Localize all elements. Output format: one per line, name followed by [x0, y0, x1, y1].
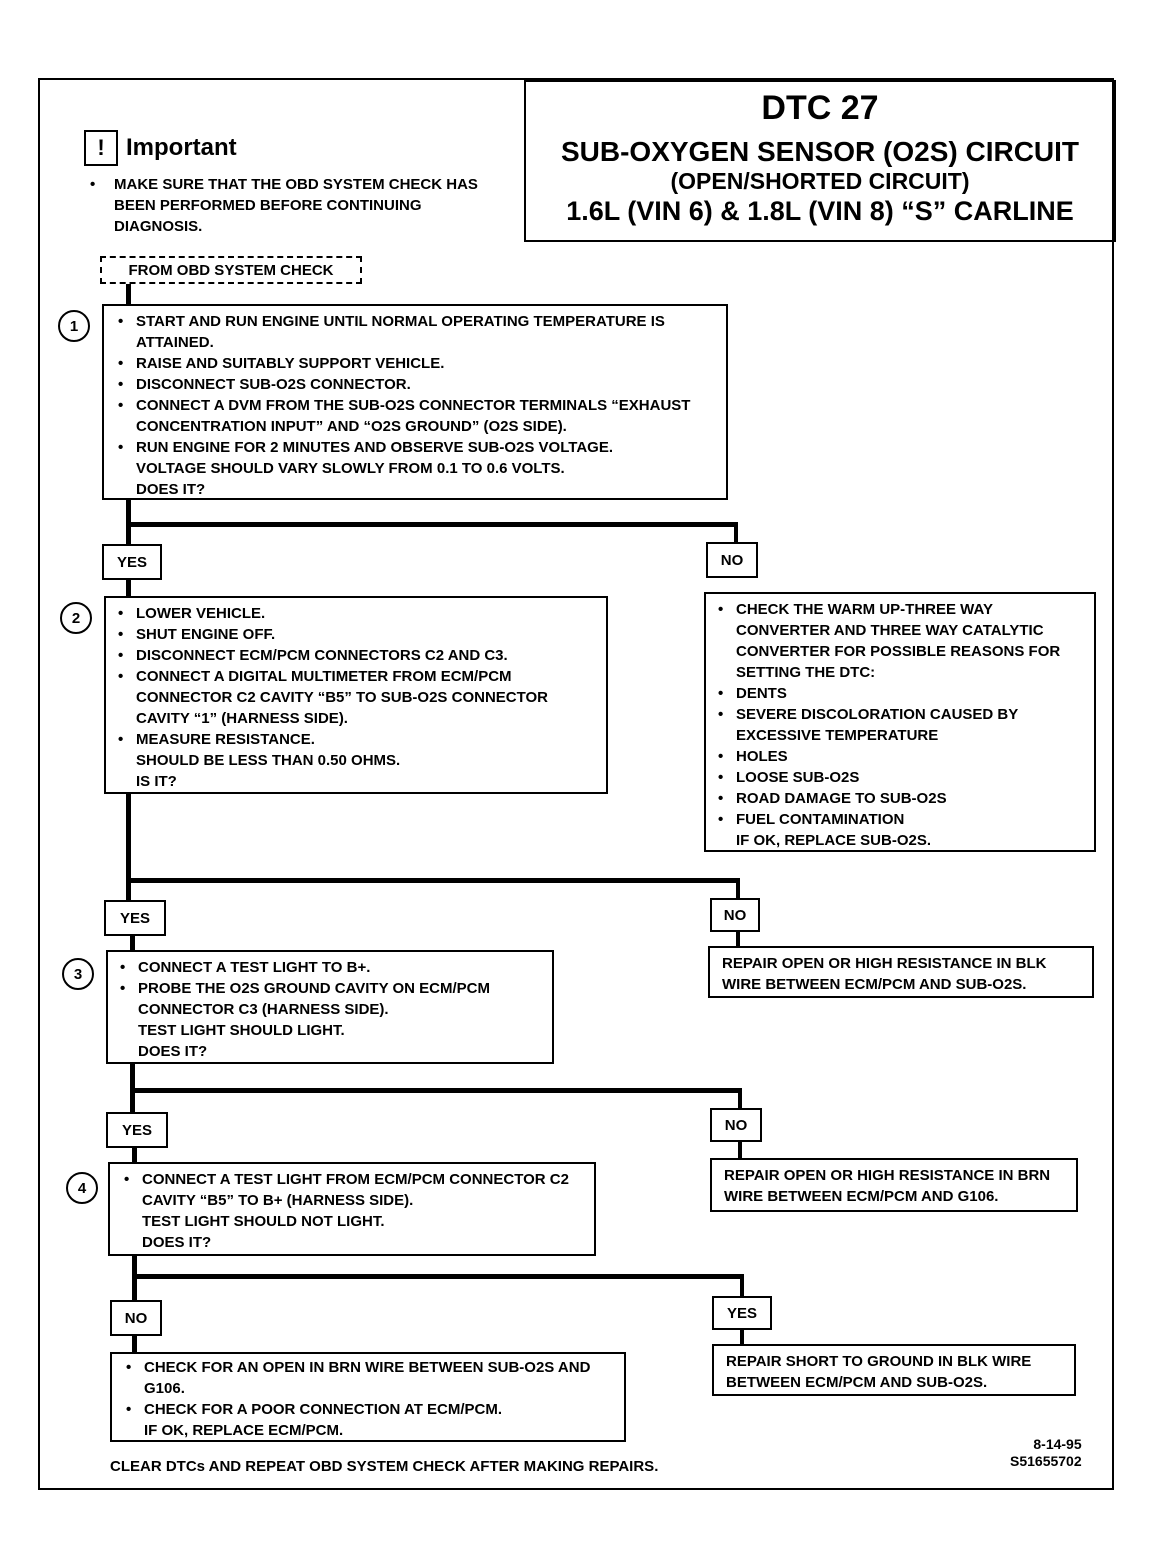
title-block	[524, 80, 1116, 242]
step-2-question: IS IT?	[136, 773, 177, 790]
step-2-bullet: • SHUT ENGINE OFF.	[112, 624, 600, 645]
outcome-bullet: • HOLES	[712, 746, 1088, 767]
step-4-bullet: • CONNECT A TEST LIGHT FROM ECM/PCM CONNECTOR C2 CAVITY “B5” TO B+ (HARNESS SIDE).	[118, 1169, 586, 1211]
dtc-code: DTC 27	[761, 89, 879, 127]
step-2-bullet: • CONNECT A DIGITAL MULTIMETER FROM ECM/PCM CONNECTOR C2 CAVITY “B5” TO SUB-O2S CONNECTOR CAVITY “1” (HARNESS SIDE).	[112, 666, 600, 729]
step-2-no-outcome	[708, 946, 1094, 998]
step-number: 4	[66, 1172, 98, 1204]
yes-label: YES	[712, 1296, 772, 1330]
step-number: 3	[62, 958, 94, 990]
yes-label: YES	[106, 1112, 168, 1148]
step-4-tail: TEST LIGHT SHOULD NOT LIGHT.	[142, 1213, 385, 1230]
no-label: NO	[710, 898, 760, 932]
step-1-tail: VOLTAGE SHOULD VARY SLOWLY FROM 0.1 TO 0.6 VOLTS.	[136, 460, 565, 477]
step-1-bullet: • RUN ENGINE FOR 2 MINUTES AND OBSERVE SUB-O2S VOLTAGE.	[112, 437, 718, 458]
step-4-no-outcome	[110, 1352, 626, 1442]
connector-line	[132, 1334, 137, 1354]
important-text: • MAKE SURE THAT THE OBD SYSTEM CHECK HAS BEEN PERFORMED BEFORE CONTINUING DIAGNOSIS.	[84, 174, 504, 237]
step-1-no-outcome	[704, 592, 1096, 852]
outcome-bullet: • CHECK FOR A POOR CONNECTION AT ECM/PCM.	[120, 1399, 616, 1420]
outcome-bullet: • SEVERE DISCOLORATION CAUSED BY EXCESSIVE TEMPERATURE	[712, 704, 1088, 746]
footer-note: CLEAR DTCs AND REPEAT OBD SYSTEM CHECK AFTER MAKING REPAIRS.	[110, 1458, 659, 1475]
outcome-text: REPAIR SHORT TO GROUND IN BLK WIRE BETWEEN ECM/PCM AND SUB-O2S.	[726, 1353, 1032, 1391]
step-3-bullet: • PROBE THE O2S GROUND CAVITY ON ECM/PCM CONNECTOR C3 (HARNESS SIDE).	[114, 978, 546, 1020]
revision-date: 8-14-95	[1033, 1436, 1082, 1452]
step-4-question: DOES IT?	[142, 1234, 212, 1251]
connector-line	[736, 878, 740, 900]
step-2-tail: SHOULD BE LESS THAN 0.50 OHMS.	[136, 752, 401, 769]
outcome-bullet: • FUEL CONTAMINATION	[712, 809, 1088, 830]
step-2-box	[104, 596, 608, 794]
step-4-box	[108, 1162, 596, 1256]
step-3-question: DOES IT?	[138, 1043, 208, 1060]
title-line3: 1.6L (VIN 6) & 1.8L (VIN 8) “S” CARLINE	[566, 196, 1074, 226]
outcome-bullet: • ROAD DAMAGE TO SUB-O2S	[712, 788, 1088, 809]
revision-info	[1010, 1436, 1082, 1470]
title-line2: (OPEN/SHORTED CIRCUIT)	[670, 168, 970, 194]
document-id: S51655702	[1010, 1453, 1082, 1469]
start-box: FROM OBD SYSTEM CHECK	[100, 256, 362, 284]
connector-line	[126, 792, 131, 902]
no-label: NO	[710, 1108, 762, 1142]
step-1-bullet: • START AND RUN ENGINE UNTIL NORMAL OPERATING TEMPERATURE IS ATTAINED.	[112, 311, 718, 353]
connector-line	[132, 1274, 744, 1279]
connector-line	[126, 284, 131, 306]
outcome-bullet: • DENTS	[712, 683, 1088, 704]
outcome-bullet: • LOOSE SUB-O2S	[712, 767, 1088, 788]
step-3-box	[106, 950, 554, 1064]
important-note	[84, 130, 504, 237]
step-1-bullet: • RAISE AND SUITABLY SUPPORT VEHICLE.	[112, 353, 718, 374]
outcome-text: REPAIR OPEN OR HIGH RESISTANCE IN BLK WIRE BETWEEN ECM/PCM AND SUB-O2S.	[722, 955, 1047, 993]
outcome-tail: IF OK, REPLACE SUB-O2S.	[736, 832, 932, 849]
outcome-bullet: • CHECK FOR AN OPEN IN BRN WIRE BETWEEN SUB-O2S AND G106.	[120, 1357, 616, 1399]
connector-line	[126, 578, 131, 598]
connector-line	[126, 878, 740, 883]
connector-line	[738, 1140, 742, 1160]
outcome-tail: IF OK, REPLACE ECM/PCM.	[144, 1422, 344, 1439]
exclamation-box-icon: !	[84, 130, 118, 166]
step-1-box	[102, 304, 728, 500]
important-title: Important	[126, 134, 237, 161]
connector-line	[126, 522, 738, 527]
connector-line	[734, 522, 738, 544]
step-4-yes-outcome	[712, 1344, 1076, 1396]
step-3-bullet: • CONNECT A TEST LIGHT TO B+.	[114, 957, 546, 978]
step-1-question: DOES IT?	[136, 481, 206, 498]
no-label: NO	[110, 1300, 162, 1336]
step-3-no-outcome	[710, 1158, 1078, 1212]
connector-line	[130, 1088, 742, 1093]
yes-label: YES	[102, 544, 162, 580]
step-1-bullet: • DISCONNECT SUB-O2S CONNECTOR.	[112, 374, 718, 395]
step-2-bullet: • LOWER VEHICLE.	[112, 603, 600, 624]
step-2-bullet: • MEASURE RESISTANCE.	[112, 729, 600, 750]
connector-line	[740, 1274, 744, 1298]
outcome-text: REPAIR OPEN OR HIGH RESISTANCE IN BRN WIRE BETWEEN ECM/PCM AND G106.	[724, 1167, 1051, 1205]
connector-line	[738, 1088, 742, 1110]
connector-line	[132, 1146, 137, 1162]
step-number: 1	[58, 310, 90, 342]
outcome-bullet: • CHECK THE WARM UP-THREE WAY CONVERTER AND THREE WAY CATALYTIC CONVERTER FOR POSSIBLE REASONS FOR SETTING THE DTC:	[712, 599, 1088, 683]
no-label: NO	[706, 542, 758, 578]
step-2-bullet: • DISCONNECT ECM/PCM CONNECTORS C2 AND C3.	[112, 645, 600, 666]
step-1-bullet: • CONNECT A DVM FROM THE SUB-O2S CONNECTOR TERMINALS “EXHAUST CONCENTRATION INPUT” AND “O2S GROUND” (O2S SIDE).	[112, 395, 718, 437]
title-line1: SUB-OXYGEN SENSOR (O2S) CIRCUIT	[560, 136, 1080, 167]
step-3-tail: TEST LIGHT SHOULD LIGHT.	[138, 1022, 345, 1039]
step-number: 2	[60, 602, 92, 634]
yes-label: YES	[104, 900, 166, 936]
